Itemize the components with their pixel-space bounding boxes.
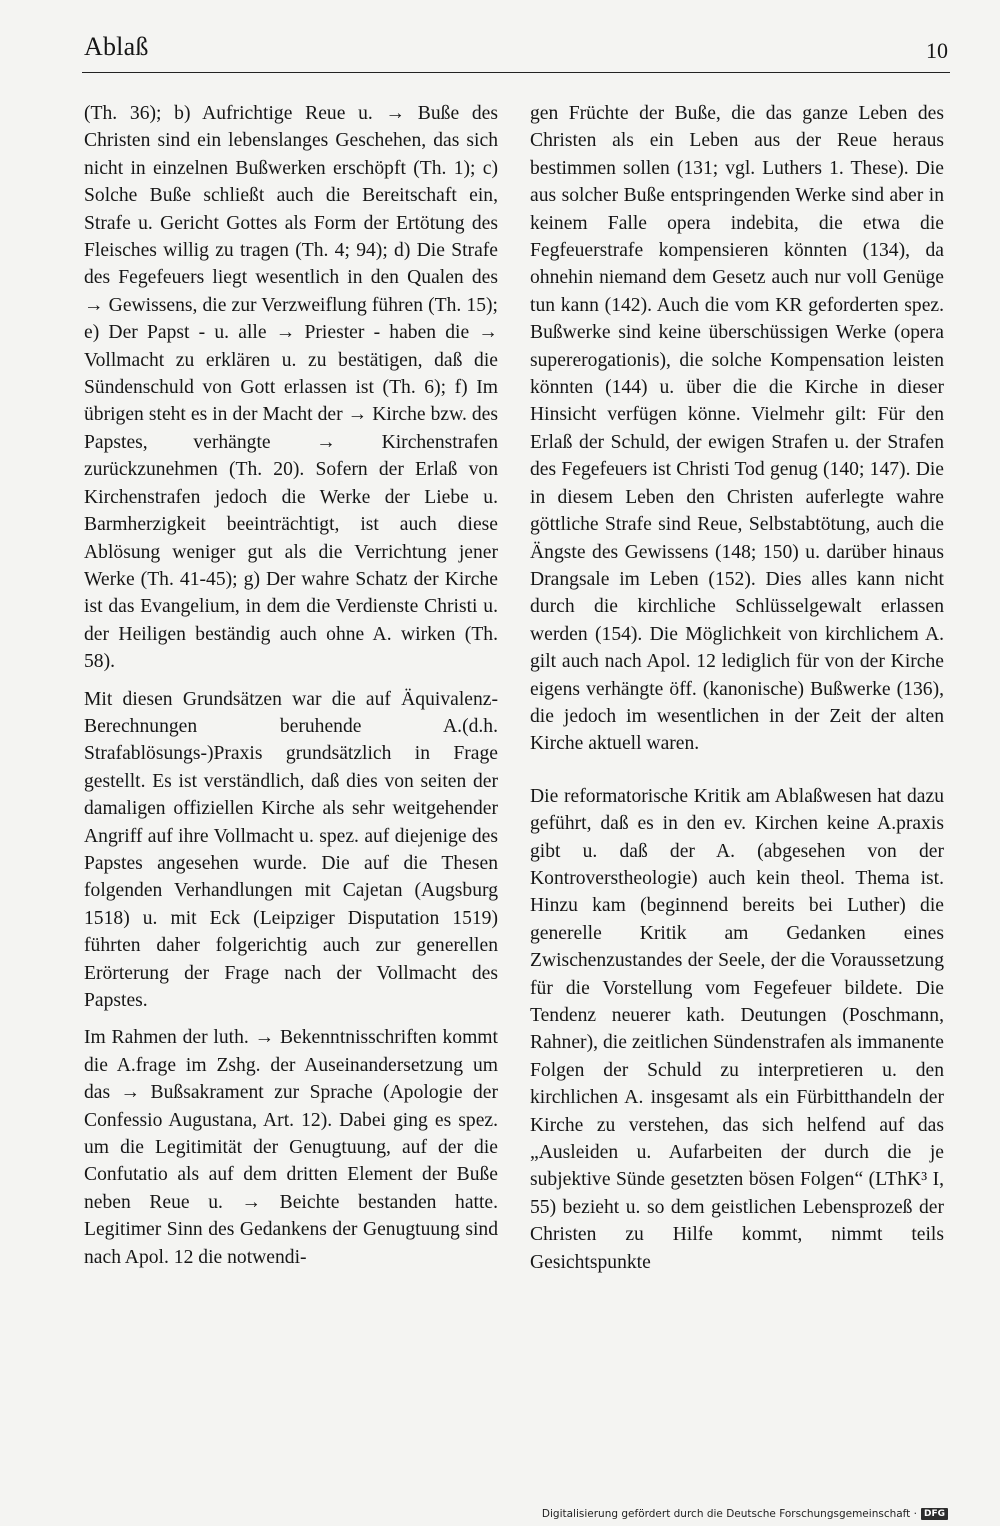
dfg-logo: DFG	[921, 1508, 948, 1520]
header-rule	[82, 72, 950, 73]
left-paragraph-3: Im Rahmen der luth. → Bekenntnisschriften kommt die A.frage im Zshg. der Auseinandersetzung um das → Bußsakrament zur Sprache (Apologie der Confessio Augustana, Art. 12). Dabei ging es spez. um die Legitimität der Genugtuung, auf der die Confutatio als auf dem dritten Element der Buße neben Reue u. → Beichte bestanden hatte. Legitimer Sinn des Gedankens der Genugtuung sind nach Apol. 12 die notwendi-	[84, 1027, 498, 1268]
right-column	[530, 100, 944, 1276]
left-paragraph-1: (Th. 36); b) Aufrichtige Reue u. → Buße des Christen sind ein lebenslanges Geschehen, das sich nicht in einzelnen Bußwerken erschöpft (Th. 1); c) Solche Buße schließt auch die Bereitschaft ein, Strafe u. Gericht Gottes als Form der Ertötung des Fleisches willig zu tragen (Th. 4; 94); d) Die Strafe des Fegefeuers liegt wesentlich in den Qualen des → Gewissens, die zur Verzweiflung führen (Th. 15); e) Der Papst - u. alle → Priester - haben die → Vollmacht zu erklären u. zu bestätigen, daß die Sündenschuld von Gott erlassen ist (Th. 6); f) Im übrigen steht es in der Macht der → Kirche bzw. des Papstes, verhängte → Kirchenstrafen zurückzunehmen (Th. 20). Sofern der Erlaß von Kirchenstrafen jedoch die Werke der Liebe u. Barmherzigkeit beeinträchtigt, ist auch diese Ablösung weniger gut als die Verrichtung jener Werke (Th. 41-45); g) Der wahre Schatz der Kirche ist das Evangelium, in dem die Verdienste Christi u. der Heiligen beständig auch ohne A. wirken (Th. 58).	[84, 103, 498, 673]
left-column	[84, 100, 498, 1271]
digitization-credit	[542, 1508, 948, 1520]
right-paragraph-1: gen Früchte der Buße, die das ganze Leben des Christen als ein Leben aus der Reue heraus bestimmen sollen (131; vgl. Luthers 1. These). Die aus solcher Buße entspringenden Werke sind aber in keinem Falle opera indebita, die etwa die Fegfeuerstrafe kompensieren könnten (134), da ohnehin niemand dem Gesetz auch nur voll Genüge tun kann (142). Auch die vom KR geforderten spez. Bußwerke sind keine überschüssigen Werke (opera supererogationis), die solche Kompensation leisten könnten (144) u. über die die Kirche in dieser Hinsicht verfügen könne. Vielmehr gilt: Für den Erlaß der Schuld, der ewigen Strafen u. der Strafen des Fegefeuers ist Christi Tod genug (140; 147). Die in diesem Leben den Christen auferlegte wahre göttliche Strafe sind Reue, Selbstabtötung, auch die Ängste des Gewissens (148; 150) u. darüber hinaus Drangsale im Leben (152). Dies alles kann nicht durch die kirchliche Schlüsselgewalt erlassen werden (154). Die Möglichkeit von kirchlichem A. gilt auch nach Apol. 12 lediglich für von der Kirche eigens verhängte öff. (kanonische) Bußwerke (136), die jedoch im wesentlichen in der Zeit der alten Kirche aktuell waren.	[530, 103, 944, 755]
left-paragraph-2: Mit diesen Grundsätzen war die auf Äquivalenz-Berechnungen beruhende A.(d.h. Strafablösungs-)Praxis grundsätzlich in Frage gestellt. Es ist verständlich, daß dies von seiten der damaligen offiziellen Kirche als sehr weitgehender Angriff auf ihre Vollmacht u. spez. auf diejenige des Papstes angesehen wurde. Die auf die Thesen folgenden Verhandlungen mit Cajetan (Augsburg 1518) u. mit Eck (Leipziger Disputation 1519) führten daher folgerichtig auch zur generellen Erörterung der Frage nach der Vollmacht des Papstes.	[84, 688, 498, 1011]
running-head: Ablaß	[84, 32, 149, 61]
page-number: 10	[926, 38, 948, 63]
page-header	[84, 30, 948, 74]
credit-text: Digitalisierung gefördert durch die Deutsche Forschungsgemeinschaft ·	[541, 1508, 917, 1520]
right-paragraph-2: Die reformatorische Kritik am Ablaßwesen hat dazu geführt, daß es in den ev. Kirchen keine A.praxis gibt u. daß der A. (abgesehen von der Kontroverstheologie) auch kein theol. Thema ist. Hinzu kam (beginnend bereits bei Luther) die generelle Kritik am Gedanken eines Zwischenzustandes der Seele, der die Voraussetzung für die Vorstellung vom Fegefeuer bildete. Die Tendenz neuerer kath. Deutungen (Poschmann, Rahner), die zeitlichen Sündenstrafen als immanente Folgen der Schuld zu interpretieren u. den kirchlichen A. insgesamt als ein Fürbitthandeln der Kirche zu verstehen, das sich helfend auf das „Ausleiden u. Aufarbeiten der durch die je subjektive Sünde gesetzten bösen Folgen“ (LThK³ I, 55) bezieht u. so dem geistlichen Lebensprozeß der Christen zu Hilfe kommt, nimmt teils Gesichtspunkte	[530, 785, 944, 1273]
